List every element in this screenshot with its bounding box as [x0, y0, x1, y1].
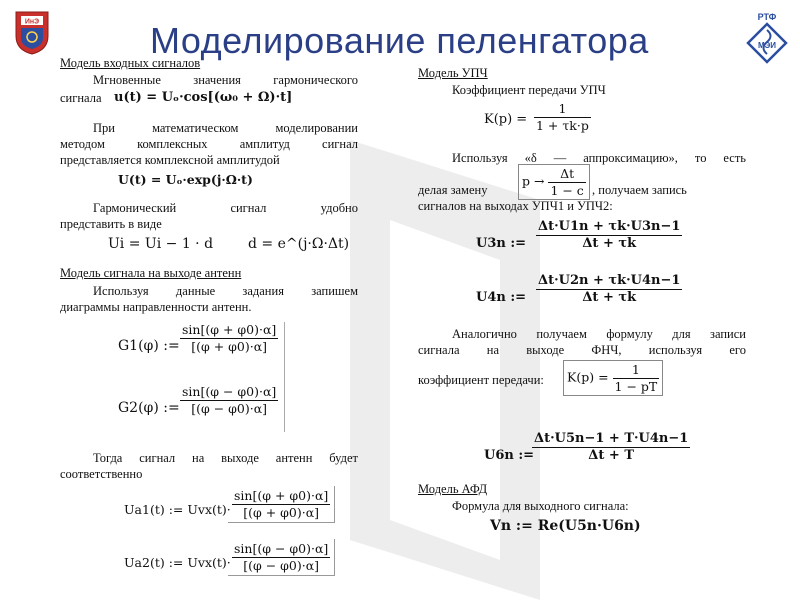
paragraph-delta-approximation: Используя «δ — аппроксимацию», то есть [452, 151, 746, 165]
equation-u6-lhs: U6n := [484, 448, 535, 463]
logo-left-text: ИнЭ [24, 18, 40, 26]
equation-g2-denominator: [(φ − φ0)·α] [191, 401, 268, 416]
equation-u4-lhs: U4n := [476, 290, 527, 305]
equation-g1-numerator: sin[(φ + φ0)·α] [182, 322, 277, 337]
equation-u4-numerator: Δt·U2n + τk·U4n−1 [538, 273, 681, 288]
paragraph-represent-as: представить в виде [60, 217, 162, 231]
paragraph-ifa-transfer: Коэффициент передачи УПЧ [452, 83, 606, 97]
paragraph-respectively: соответственно [60, 467, 143, 481]
page-title: Моделирование пеленгатора [150, 20, 649, 61]
equation-g1-fraction [180, 322, 278, 354]
equation-g2-fraction [180, 384, 278, 416]
paragraph-instantaneous-values: Мгновенные значения гармонического [93, 73, 358, 87]
paragraph-similarly-lpf: Аналогично получаем формулу для записи [452, 327, 746, 341]
equation-u6-denominator: Δt + T [588, 448, 635, 463]
equation-recurrent-amplitude: Ui = Ui − 1 · d [108, 236, 214, 252]
equation-substitution-numerator: Δt [548, 166, 585, 183]
equation-k-fraction [534, 101, 591, 133]
section-input-signals-title: Модель входных сигналов [60, 56, 201, 70]
paragraph-complex-amplitudes-1: При математическом моделировании [93, 121, 358, 135]
equation-k-numerator: 1 [534, 101, 591, 118]
equation-g1-denominator: [(φ + φ0)·α] [191, 339, 268, 354]
paragraph-signal-label: сигнала [60, 91, 102, 105]
equation-u4-denominator: Δt + τk [582, 290, 637, 305]
equation-ua2-fraction [228, 539, 335, 576]
paragraph-complex-amplitudes-3: представляется комплексной амплитудой [60, 153, 280, 167]
equation-g1-lhs: G1(φ) := [118, 338, 180, 354]
equation-phase-factor: d = e^(j·Ω·Δt) [248, 236, 350, 252]
equation-g2-numerator: sin[(φ − φ0)·α] [182, 384, 277, 399]
paragraph-lpf-output: сигнала на выходе ФНЧ, используя его [418, 343, 746, 357]
paragraph-output-formula: Формула для выходного сигнала: [452, 499, 629, 513]
equation-ua1-denominator: [(φ + φ0)·α] [243, 505, 320, 520]
equation-u3-lhs: U3n := [476, 236, 527, 251]
equation-ua1-fraction [228, 486, 335, 523]
paragraph-we-get-record: , получаем запись [592, 183, 687, 197]
paragraph-then-antenna-signal: Тогда сигнал на выходе антенн будет [93, 451, 358, 465]
equation-u6-numerator: Δt·U5n−1 + T·U4n−1 [534, 431, 689, 446]
faculty-logo-right [744, 8, 790, 68]
section-afd-model-title: Модель АФД [418, 482, 488, 496]
equation-lpf-lhs: K(p) = [567, 369, 609, 385]
equation-u4-fraction [536, 273, 682, 305]
paragraph-complex-amplitudes-2: методом комплексных амплитуд сигнал [60, 137, 358, 151]
equation-ua1-lhs: Ua1(t) := Uvx(t)· [124, 502, 231, 517]
equation-ua1-numerator: sin[(φ + φ0)·α] [234, 488, 329, 503]
equation-substitution-denominator: 1 − c [550, 183, 584, 198]
section-ifa-model-title: Модель УПЧ [418, 66, 488, 80]
formula-divider-line [284, 322, 285, 432]
paragraph-transfer-coefficient: коэффициент передачи: [418, 373, 544, 387]
equation-u6-fraction [532, 431, 690, 463]
paragraph-harmonic-convenient: Гармонический сигнал удобно [93, 201, 358, 215]
equation-u3-numerator: Δt·U1n + τk·U3n−1 [538, 219, 681, 234]
paragraph-making-substitution: делая замену [418, 183, 488, 197]
equation-harmonic-signal: u(t) = Uₒ·cos[(ω₀ + Ω)·t] [114, 90, 293, 105]
equation-g2-lhs: G2(φ) := [118, 400, 180, 416]
equation-ua2-denominator: [(φ − φ0)·α] [243, 558, 320, 573]
equation-u3-fraction [536, 219, 682, 251]
logo-right-top-text: РТФ [757, 12, 777, 22]
institute-logo-left [12, 8, 52, 56]
logo-right-bottom-text: МЭИ [757, 41, 777, 50]
equation-u3-denominator: Δt + τk [582, 236, 637, 251]
equation-output-signal: Vn := Re(U5n·U6n) [490, 518, 641, 534]
equation-lpf-numerator: 1 [613, 362, 660, 379]
equation-k-lhs: K(p) = [484, 112, 528, 127]
equation-complex-amplitude: U(t) = Uₒ·exp(j·Ω·t) [118, 172, 253, 187]
equation-lpf-box [563, 360, 663, 396]
equation-lpf-denominator: 1 − pT [614, 379, 658, 394]
equation-k-denominator: 1 + τk·p [536, 118, 589, 133]
paragraph-signals-at-outputs: сигналов на выходах УПЧ1 и УПЧ2: [418, 199, 613, 213]
equation-substitution-lhs: p → [522, 173, 545, 189]
equation-lpf-fraction [613, 362, 660, 394]
equation-substitution-box [518, 164, 590, 200]
paragraph-antenna-patterns: диаграммы направленности антенн. [60, 300, 252, 314]
equation-ua2-numerator: sin[(φ − φ0)·α] [234, 541, 329, 556]
section-antenna-output-title: Модель сигнала на выходе антенн [60, 266, 242, 280]
equation-ua2-lhs: Ua2(t) := Uvx(t)· [124, 555, 231, 570]
equation-substitution-fraction [548, 166, 585, 198]
paragraph-using-task-data: Используя данные задания запишем [93, 284, 358, 298]
